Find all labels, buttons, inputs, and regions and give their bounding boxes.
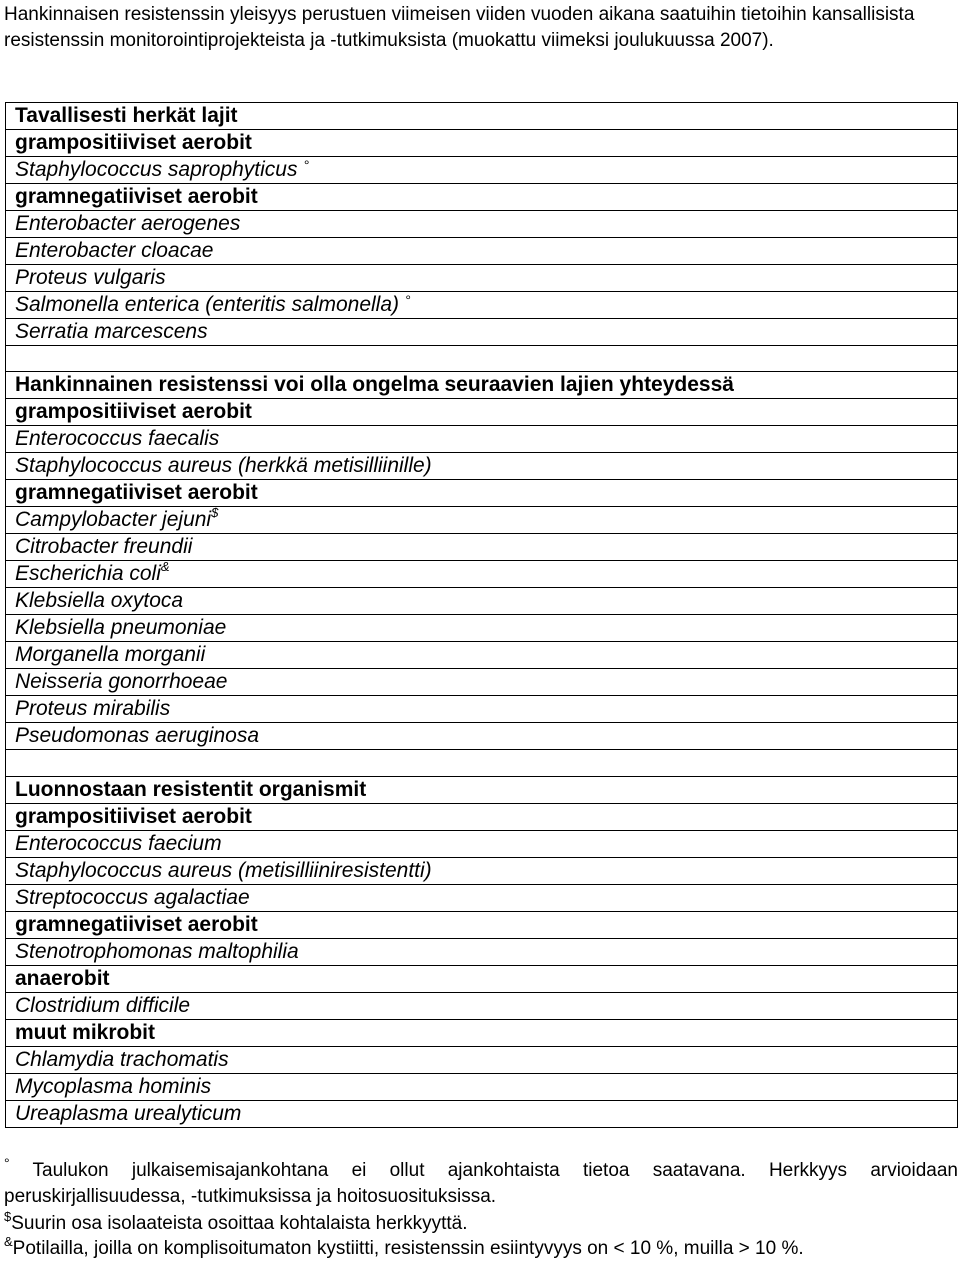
table-row-blank: [6, 346, 958, 372]
row-text: Ureaplasma urealyticum: [15, 1101, 242, 1125]
row-text: Tavallisesti herkät lajit: [15, 104, 238, 127]
species-name: [6, 696, 958, 723]
species-name: [6, 319, 958, 346]
species-name: [6, 723, 958, 750]
species-name: [6, 211, 958, 238]
group-label: [6, 480, 958, 507]
row-text: grampositiiviset aerobit: [15, 400, 252, 424]
group-label: [6, 911, 958, 938]
species-name: [6, 642, 958, 669]
row-text: muut mikrobit: [15, 1020, 155, 1044]
species-name: [6, 830, 958, 857]
section-heading: [6, 776, 958, 803]
footnote-dollar-text: Suurin osa isolaateista osoittaa kohtalaista herkkyyttä.: [11, 1213, 468, 1234]
group-label: [6, 130, 958, 157]
row-text: Neisseria gonorrhoeae: [15, 670, 228, 694]
table-row-species: [6, 1073, 958, 1100]
row-text: Stenotrophomonas maltophilia: [15, 939, 299, 963]
footnote-degree-symbol: °: [4, 1155, 10, 1171]
table-row-species: [6, 561, 958, 588]
species-name: [6, 588, 958, 615]
table-row-group: [6, 130, 958, 157]
blank-row: [6, 750, 958, 776]
footnote-dollar-symbol: $: [4, 1209, 12, 1224]
species-name: [6, 669, 958, 696]
table-row-species: [6, 723, 958, 750]
table-row-group: [6, 803, 958, 830]
table-row-group: [6, 965, 958, 992]
row-text: Clostridium difficile: [15, 993, 191, 1017]
table-row-species: [6, 265, 958, 292]
table-row-species: [6, 669, 958, 696]
table-row-species: [6, 292, 958, 319]
group-label: [6, 965, 958, 992]
footnote-dollar: [4, 1211, 958, 1237]
footnote-amp-text: Potilailla, joilla on komplisoitumaton kystiitti, resistenssin esiintyvyys on < 10 %, muilla > 10 %.: [12, 1238, 804, 1259]
section-heading: [6, 372, 958, 399]
group-label: [6, 803, 958, 830]
table-row-heading: [6, 776, 958, 803]
species-name: [6, 1073, 958, 1100]
table-row-species: [6, 884, 958, 911]
footnote-marker: °: [303, 157, 309, 173]
table-row-blank: [6, 750, 958, 776]
table-row-species: [6, 507, 958, 534]
table-row-species: [6, 426, 958, 453]
row-text: Staphylococcus aureus (herkkä metisilliinille): [15, 454, 432, 478]
species-name: [6, 561, 958, 588]
row-text: Citrobacter freundii: [15, 535, 193, 559]
table-row-species: [6, 857, 958, 884]
blank-row: [6, 346, 958, 372]
table-row-species: [6, 696, 958, 723]
row-text: Proteus mirabilis: [15, 697, 171, 721]
table-row-species: [6, 642, 958, 669]
table-row-heading: [6, 103, 958, 130]
species-name: [6, 265, 958, 292]
row-text: Pseudomonas aeruginosa: [15, 724, 260, 748]
row-text: Staphylococcus saprophyticus: [15, 158, 298, 181]
table-row-species: [6, 238, 958, 265]
species-name: [6, 157, 958, 184]
footnote-degree-text: Taulukon julkaisemisajankohtana ei ollut ajankohtaista tietoa saatavana. Herkkyys arvioidaan peruskirjallisuudessa, -tutkimuksissa ja hoitosuosituksissa.: [4, 1160, 958, 1207]
row-text: Klebsiella pneumoniae: [15, 616, 227, 640]
row-text: gramnegatiiviset aerobit: [15, 912, 258, 936]
row-text: gramnegatiiviset aerobit: [15, 185, 258, 208]
row-text: Chlamydia trachomatis: [15, 1047, 229, 1071]
row-text: Proteus vulgaris: [15, 266, 166, 289]
species-name: [6, 1100, 958, 1127]
row-text: Staphylococcus aureus (metisilliiniresistentti): [15, 858, 432, 882]
row-text: Morganella morganii: [15, 643, 206, 667]
row-text: gramnegatiiviset aerobit: [15, 481, 258, 505]
row-text: Enterobacter aerogenes: [15, 212, 241, 235]
group-label: [6, 184, 958, 211]
table-row-species: [6, 830, 958, 857]
table-row-species: [6, 1100, 958, 1127]
table-row-species: [6, 615, 958, 642]
row-text: Salmonella enterica (enteritis salmonella): [15, 293, 400, 316]
species-name: [6, 292, 958, 319]
species-name: [6, 938, 958, 965]
footnote-marker: $: [211, 506, 219, 521]
row-text: Streptococcus agalactiae: [15, 885, 250, 909]
table-row-species: [6, 1046, 958, 1073]
section-heading: [6, 103, 958, 130]
row-text: Luonnostaan resistentit organismit: [15, 777, 367, 801]
intro-paragraph: Hankinnaisen resistenssin yleisyys perustuen viimeisen viiden vuoden aikana saatuihin tietoihin kansallisista resistenssin monitorointiprojekteista ja -tutkimuksista (muokattu viimeksi joulukuussa 2007).: [4, 4, 915, 51]
species-name: [6, 1046, 958, 1073]
species-name: [6, 884, 958, 911]
species-name: [6, 992, 958, 1019]
table-row-species: [6, 992, 958, 1019]
species-name: [6, 507, 958, 534]
table-row-species: [6, 588, 958, 615]
row-text: Campylobacter jejuni: [15, 508, 212, 532]
row-text: Enterococcus faecium: [15, 831, 222, 855]
species-name: [6, 238, 958, 265]
row-text: Enterobacter cloacae: [15, 239, 214, 262]
table-row-group: [6, 184, 958, 211]
species-name: [6, 453, 958, 480]
row-text: Mycoplasma hominis: [15, 1074, 212, 1098]
row-text: Klebsiella oxytoca: [15, 589, 184, 613]
table-row-heading: [6, 372, 958, 399]
group-label: [6, 399, 958, 426]
resistance-table: [5, 102, 958, 1128]
table-row-group: [6, 399, 958, 426]
species-name: [6, 615, 958, 642]
species-name: [6, 534, 958, 561]
row-text: Enterococcus faecalis: [15, 427, 220, 451]
table-row-species: [6, 534, 958, 561]
species-name: [6, 426, 958, 453]
table-row-species: [6, 157, 958, 184]
resistance-table-body: [6, 103, 958, 1128]
table-row-species: [6, 319, 958, 346]
row-text: Serratia marcescens: [15, 320, 208, 343]
footnote-marker: &: [160, 560, 170, 575]
table-row-species: [6, 938, 958, 965]
footnote-marker: °: [404, 292, 411, 308]
table-row-group: [6, 480, 958, 507]
group-label: [6, 1019, 958, 1046]
footnote-amp-symbol: &: [4, 1234, 13, 1249]
row-text: grampositiiviset aerobit: [15, 131, 252, 154]
table-row-species: [6, 453, 958, 480]
table-row-group: [6, 1019, 958, 1046]
row-text: Escherichia coli: [15, 562, 161, 586]
footnote-degree: [4, 1155, 958, 1210]
row-text: grampositiiviset aerobit: [15, 804, 252, 828]
species-name: [6, 857, 958, 884]
footnote-amp: [4, 1236, 958, 1262]
row-text: Hankinnainen resistenssi voi olla ongelma seuraavien lajien yhteydessä: [15, 373, 734, 397]
table-row-group: [6, 911, 958, 938]
row-text: anaerobit: [15, 966, 110, 990]
table-row-species: [6, 211, 958, 238]
